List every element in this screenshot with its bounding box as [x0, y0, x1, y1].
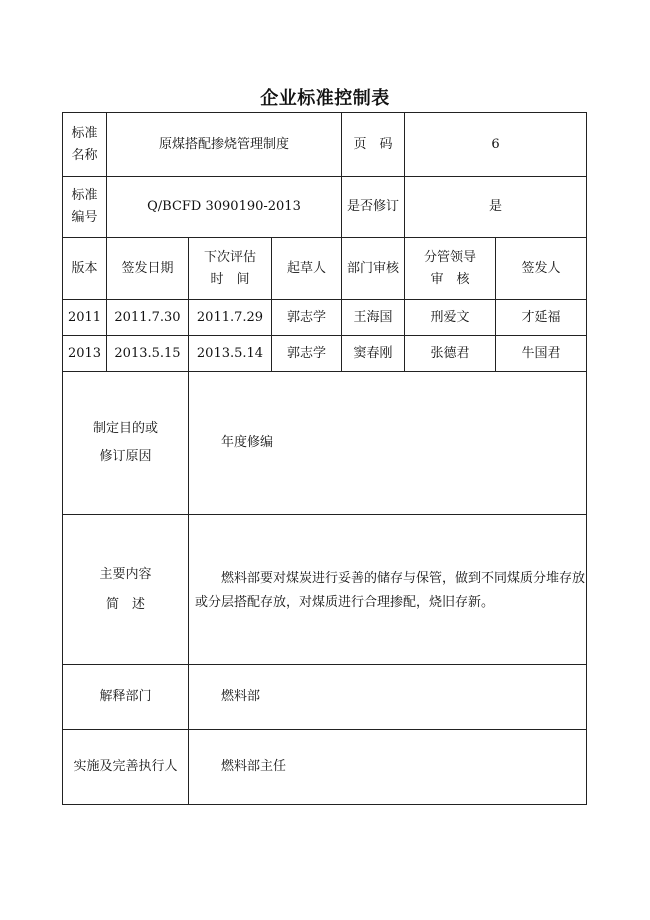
table-row-cell-next-eval: 2013.5.14	[196, 345, 264, 361]
purpose-value: 年度修编	[221, 435, 274, 450]
revised-value: 是	[488, 199, 502, 214]
executor-value: 燃料部主任	[221, 759, 287, 774]
standard-name-label: 标准 名称	[71, 125, 98, 163]
table-row-cell-next-eval: 2011.7.29	[196, 309, 264, 325]
executor-label: 实施及完善执行人	[73, 759, 178, 774]
table-row-cell-dept-review: 王海国	[353, 309, 393, 325]
table-row-cell-drafter: 郭志学	[286, 309, 326, 325]
summary-value: 燃料部要对煤炭进行妥善的储存与保管，做到不同煤质分堆存放或分层搭配存放，对煤质进行合理掺配，烧旧存新。	[195, 571, 586, 610]
col-header-issuer: 签发人	[521, 260, 561, 276]
table-row-cell-issue-date: 2011.7.30	[114, 309, 181, 325]
table-row-cell-issue-date: 2013.5.15	[114, 345, 181, 361]
table-row-cell-version: 2013	[67, 345, 102, 361]
page-title: 企业标准控制表	[260, 88, 390, 109]
interpretation-value: 燃料部	[221, 689, 261, 704]
purpose-label: 制定目的或 修订原因	[92, 421, 158, 464]
table-row-cell-drafter: 郭志学	[286, 345, 326, 361]
standard-code-value: Q/BCFD 3090190-2013	[147, 199, 301, 214]
col-header-lead-review: 分管领导 审 核	[423, 249, 476, 287]
col-header-version: 版本	[71, 260, 98, 276]
table-row-cell-dept-review: 窦春刚	[353, 345, 393, 361]
table-row-cell-lead-review: 刑爱文	[430, 309, 470, 325]
revised-label: 是否修订	[346, 199, 399, 214]
col-header-issue-date: 签发日期	[121, 260, 174, 276]
col-header-drafter: 起草人	[286, 260, 326, 276]
page-value: 6	[491, 136, 500, 152]
table-row-cell-version: 2011	[67, 309, 102, 325]
standard-name-value: 原煤搭配掺烧管理制度	[158, 136, 289, 152]
standard-code-label: 标准 编号	[71, 188, 98, 225]
table-row-cell-issuer: 牛国君	[521, 345, 561, 361]
summary-label: 主要内容 简 述	[99, 566, 152, 612]
col-header-dept-review: 部门审核	[346, 260, 399, 276]
table-row-cell-issuer: 才延福	[521, 309, 561, 325]
table-row-cell-lead-review: 张德君	[430, 345, 470, 361]
page-label: 页 码	[353, 136, 393, 152]
interpretation-label: 解释部门	[99, 689, 152, 704]
col-header-next-eval: 下次评估 时 间	[203, 249, 256, 287]
